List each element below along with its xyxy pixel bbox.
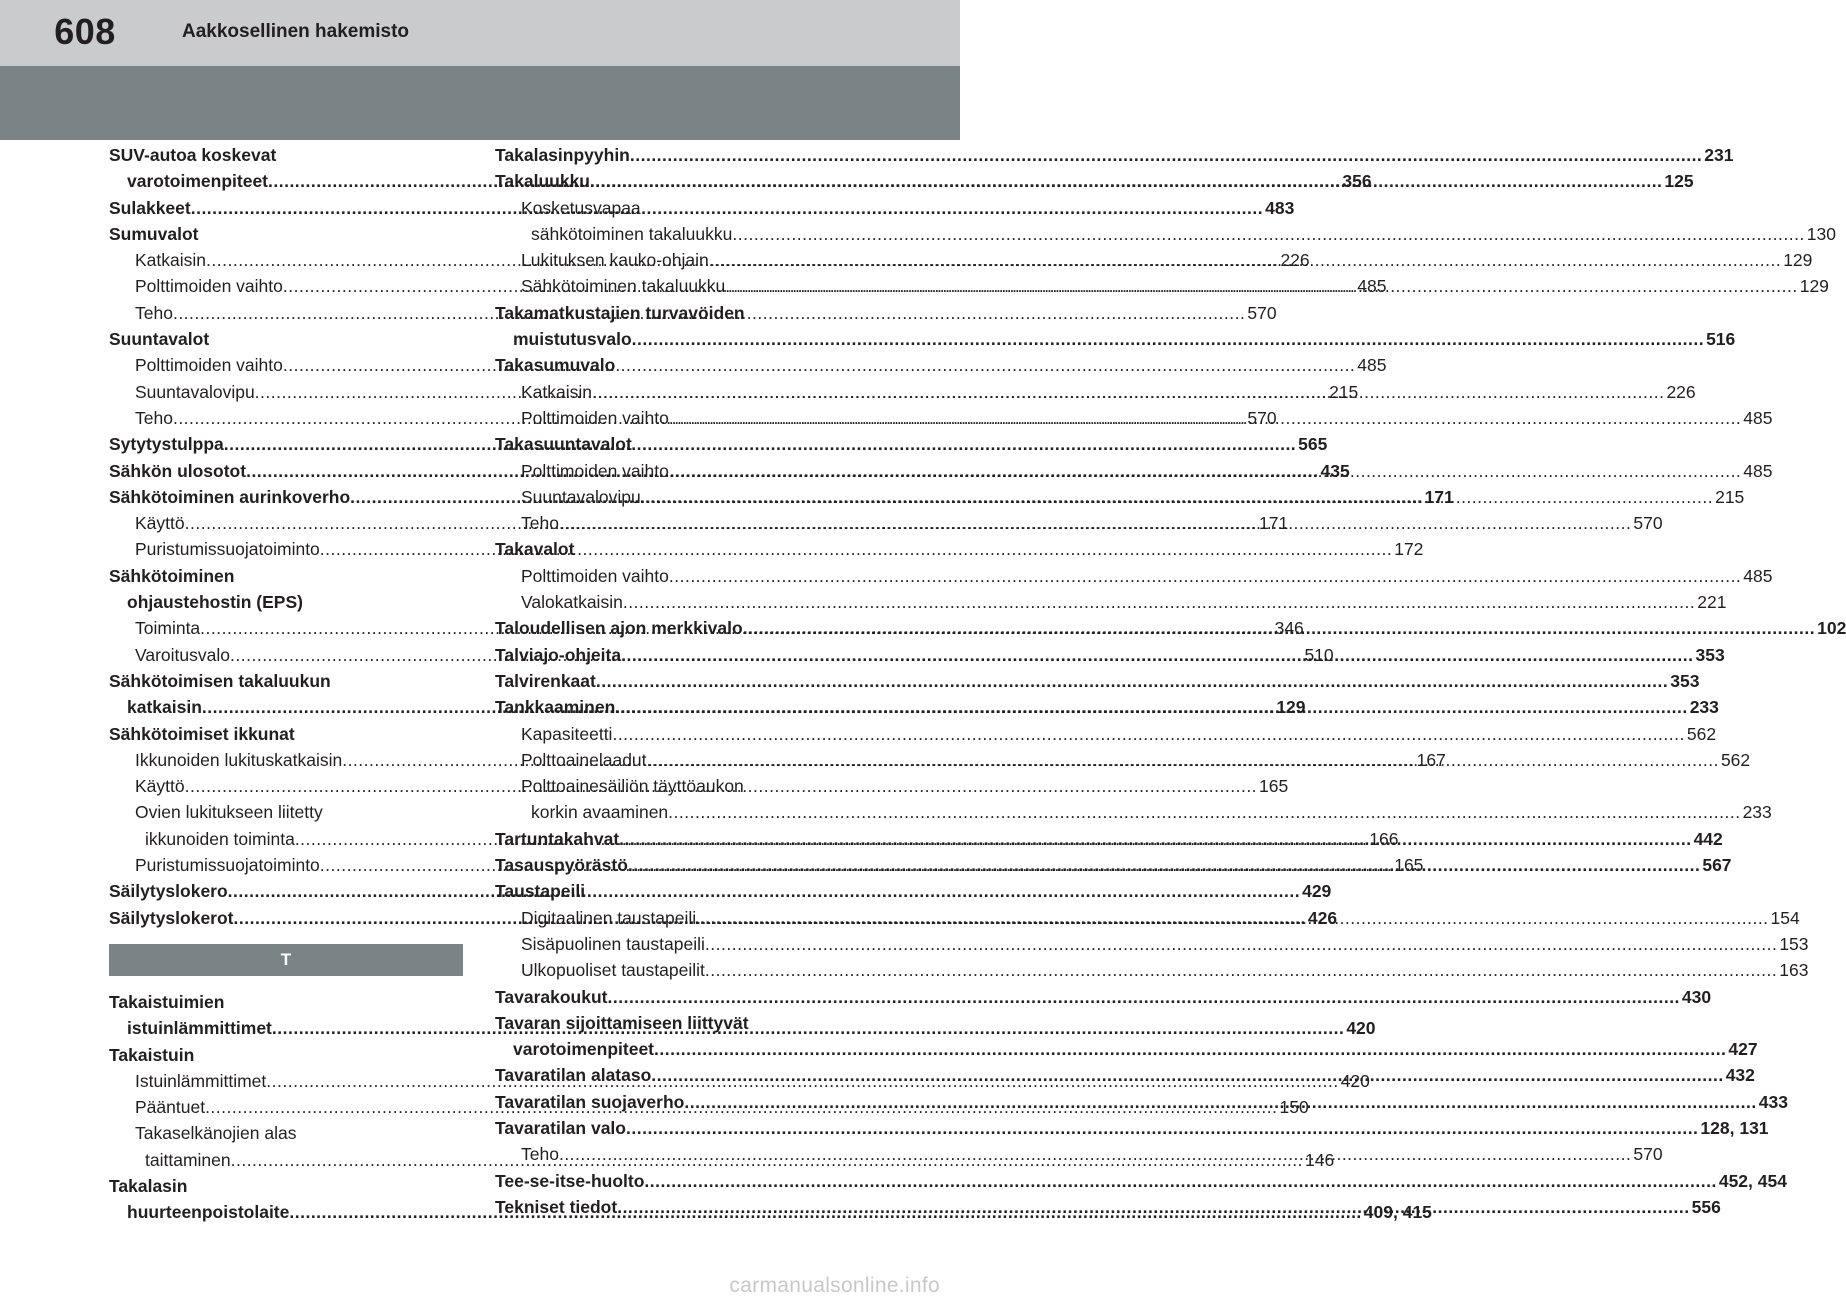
index-entry-term: Takalasinpyyhin	[495, 145, 630, 165]
index-entry-term: sähkötoiminen takaluukku	[531, 223, 733, 244]
index-entry-page: 430	[1681, 986, 1712, 1007]
index-entry-page: 483	[1265, 197, 1295, 218]
leader-dots	[596, 668, 1668, 694]
index-entry-page: 231	[1704, 145, 1734, 165]
index-entry-term: Taustapeili	[495, 881, 586, 902]
index-entry	[495, 878, 838, 904]
index-entry-term: Sytytystulppa	[109, 434, 224, 455]
index-entry-term: Kosketusvapaa	[521, 197, 641, 218]
index-entry-term: katkaisin	[127, 697, 202, 718]
leader-dots	[559, 1141, 1631, 1167]
index-entry-page: 427	[1728, 1039, 1758, 1060]
index-entry-page: 233	[1742, 802, 1772, 823]
index-entry-term: Toiminta	[135, 618, 201, 639]
index-entry-page: 129	[1799, 276, 1829, 297]
index-entry	[495, 1010, 838, 1036]
index-entry-term: Teho	[135, 407, 173, 428]
index-entry-term: Varoitusvalo	[135, 644, 231, 665]
index-entry-term: Teho	[521, 513, 559, 534]
leader-dots	[615, 694, 1687, 720]
index-entry-term: Tartuntakahvat	[495, 828, 620, 849]
index-entry-term: Takasuuntavalot	[495, 434, 632, 455]
index-entry-term: Takaluukku	[495, 171, 590, 192]
index-entry	[495, 431, 838, 457]
index-entry-term: Ovien lukitukseen liitetty	[135, 802, 323, 823]
index-entry-term: varotoimenpiteet	[127, 171, 268, 192]
index-entry	[109, 563, 463, 589]
index-entry	[109, 221, 463, 247]
index-entry	[495, 195, 838, 221]
leader-dots	[628, 852, 1700, 878]
index-entry-page: 129	[1783, 250, 1813, 271]
leader-dots	[621, 642, 1693, 668]
index-entry	[495, 326, 1736, 352]
index-entry-term: Sisäpuolinen taustapeili	[521, 933, 705, 954]
index-entry-page: 353	[1670, 670, 1700, 691]
index-entry-term: Tavaratilan valo	[495, 1117, 626, 1138]
index-entry-page: 167	[1416, 749, 1446, 770]
index-entry-page: 171	[1424, 486, 1454, 507]
leader-dots	[668, 799, 1740, 825]
index-entry-page: 420	[1340, 1070, 1370, 1091]
index-entry-page: 432	[1725, 1065, 1755, 1086]
index-entry	[109, 989, 463, 1015]
index-entry	[495, 142, 1734, 168]
leader-dots	[619, 826, 1691, 852]
index-entry-term: Sulakkeet	[109, 197, 191, 218]
index-entry-term: Polttimoiden vaihto	[521, 565, 669, 586]
leader-dots	[617, 1194, 1689, 1220]
leader-dots	[623, 589, 1695, 615]
index-entry-page: 409, 415	[1363, 1202, 1432, 1223]
leader-dots	[732, 221, 1804, 247]
index-entry-term: Polttimoiden vaihto	[521, 460, 669, 481]
index-entry-term: Takaistuin	[109, 1044, 195, 1065]
index-entry-term: Teho	[521, 1144, 559, 1165]
index-entry-term: Kapasiteetti	[521, 723, 613, 744]
index-entry-term: varotoimenpiteet	[513, 1039, 654, 1060]
leader-dots	[608, 984, 1680, 1010]
index-entry	[109, 1120, 463, 1146]
index-entry-term: Suuntavalot	[109, 329, 210, 350]
index-entry	[495, 221, 1836, 247]
index-entry-term: Ikkunoiden lukituskatkaisin	[135, 749, 343, 770]
index-entry	[495, 589, 1727, 615]
index-entry-page: 166	[1369, 828, 1399, 849]
index-entry-page: 426	[1307, 907, 1338, 928]
index-entry-term: Säilytyslokerot	[109, 907, 234, 928]
index-entry-page: 556	[1691, 1196, 1721, 1217]
page-header	[0, 0, 960, 66]
index-entry-term: Taloudellisen ajon merkkivalo	[495, 618, 743, 639]
index-entry	[495, 352, 838, 378]
index-entry-page: 150	[1279, 1097, 1309, 1118]
index-entry-page: 485	[1743, 407, 1773, 428]
index-entry	[495, 1036, 1758, 1062]
index-entry	[495, 957, 1809, 983]
leader-dots	[654, 1036, 1726, 1062]
index-entry-page: 435	[1320, 460, 1350, 481]
leader-dots	[696, 905, 1768, 931]
index-entry-term: Teho	[135, 302, 173, 323]
leader-dots	[632, 326, 1704, 352]
index-entry-term: Tee-se-itse-huolto	[495, 1170, 645, 1191]
leader-dots	[705, 957, 1777, 983]
leader-dots	[705, 931, 1777, 957]
index-entry-term: Istuinlämmittimet	[135, 1070, 267, 1091]
section-title: Aakkosellinen hakemisto	[182, 21, 410, 42]
index-entry-page: 165	[1394, 855, 1424, 876]
index-entry	[495, 1168, 1787, 1194]
index-entry-page: 570	[1247, 407, 1277, 428]
index-entry	[495, 1115, 1769, 1141]
index-entry-page: 570	[1633, 1144, 1663, 1165]
index-entry-term: Ulkopuoliset taustapeilit	[521, 960, 705, 981]
index-entry-term: Lukituksen kauko-ohjain	[521, 250, 709, 271]
index-entry-page: 171	[1259, 513, 1289, 534]
index-entry-term: Takavalot	[495, 539, 575, 560]
index-entry-term: Käyttö	[135, 513, 185, 534]
index-entry-page: 452, 454	[1718, 1170, 1787, 1191]
index-entry-page: 215	[1715, 486, 1745, 507]
index-entry-term: Takasumuvalo	[495, 355, 616, 376]
index-entry-term: Takaistuimien	[109, 991, 225, 1012]
index-entry-page: 485	[1743, 565, 1773, 586]
index-entry-term: Takaselkänojien alas	[135, 1123, 297, 1144]
leader-dots	[743, 615, 1815, 641]
leader-dots	[669, 405, 1741, 431]
index-entry	[495, 984, 1712, 1010]
index-entry	[109, 721, 463, 747]
index-entry-term: Polttimoiden vaihto	[135, 276, 283, 297]
index-entry-term: huurteenpoistolaite	[127, 1202, 290, 1223]
letter-heading-t: T	[109, 944, 463, 976]
index-entry-page: 163	[1779, 960, 1809, 981]
index-entry-term: Tavaratilan suojaverho	[495, 1091, 685, 1112]
index-entry-page: 146	[1305, 1149, 1335, 1170]
index-entry-term: Suuntavalovipu	[135, 381, 255, 402]
index-entry	[495, 799, 1772, 825]
index-entry-term: Käyttö	[135, 776, 185, 797]
index-entry-page: 485	[1743, 460, 1773, 481]
index-entry-term: Tavaratilan alataso	[495, 1065, 652, 1086]
index-entry	[109, 589, 463, 615]
index-entry-term: ikkunoiden toiminta	[145, 828, 295, 849]
index-entry-page: 516	[1706, 329, 1736, 350]
index-entry-term: Polttimoiden vaihto	[135, 355, 283, 376]
leader-dots	[590, 168, 1662, 194]
index-entry-term: Katkaisin	[135, 250, 207, 271]
index-entry-term: Puristumissuojatoiminto	[135, 855, 320, 876]
index-entry-term: Sähkötoimisen takaluukun	[109, 670, 331, 691]
index-entry-term: SUV-autoa koskevat	[109, 145, 277, 165]
leader-dots	[630, 142, 1702, 168]
index-entry	[495, 721, 1717, 747]
index-entry	[495, 563, 1773, 589]
index-entry	[495, 773, 838, 799]
index-entry-page: 567	[1702, 855, 1732, 876]
index-entry-term: Polttimoiden vaihto	[521, 407, 669, 428]
index-entry-page: 128, 131	[1700, 1117, 1769, 1138]
leader-dots	[559, 510, 1631, 536]
index-entry-page: 570	[1247, 302, 1277, 323]
leader-dots	[320, 536, 1392, 562]
index-entry-page: 226	[1280, 250, 1310, 271]
index-entry	[495, 931, 1809, 957]
index-entry-page: 510	[1304, 644, 1334, 665]
leader-dots	[592, 379, 1664, 405]
index-entry-term: Takalasin	[109, 1175, 188, 1196]
index-entry-term: Talvirenkaat	[495, 670, 596, 691]
index-entry-term: Katkaisin	[521, 381, 593, 402]
index-entry-page: 125	[1664, 171, 1694, 192]
watermark: carmanualsonline.info	[729, 1274, 940, 1297]
header-banner	[0, 66, 960, 140]
index-entry	[109, 326, 463, 352]
index-entry-term: istuinlämmittimet	[127, 1018, 272, 1039]
leader-dots	[647, 747, 1719, 773]
index-entry-page: 570	[1633, 513, 1663, 534]
index-entry-page: 420	[1346, 1018, 1376, 1039]
leader-dots	[725, 273, 1797, 299]
index-entry-page: 154	[1770, 907, 1800, 928]
index-entry	[109, 799, 463, 825]
leader-dots	[651, 1062, 1723, 1088]
index-entry-term: Digitaalinen taustapeili	[521, 907, 697, 928]
index-entry	[495, 536, 838, 562]
index-entry	[109, 142, 463, 168]
index-entry-term: Sähkötoiminen	[109, 565, 235, 586]
index-entry-term: Polttoainelaadut	[521, 749, 647, 770]
index-entry-page: 356	[1342, 171, 1372, 192]
index-entry-term: Sähkötoiminen takaluukku	[521, 276, 726, 297]
index-entry-term: Tekniset tiedot	[495, 1196, 618, 1217]
leader-dots	[641, 484, 1713, 510]
index-entry-page: 233	[1689, 697, 1719, 718]
index-entry-page: 346	[1274, 618, 1304, 639]
leader-dots	[709, 247, 1781, 273]
index-entry-term: ohjaustehostin (EPS)	[127, 592, 303, 613]
index-entry-page: 485	[1357, 276, 1387, 297]
index-entry	[109, 1173, 463, 1199]
index-entry-term: Tasauspyörästö	[495, 855, 628, 876]
index-entry-page: 172	[1394, 539, 1424, 560]
index-entry-page: 102	[1817, 618, 1846, 639]
leader-dots	[669, 563, 1741, 589]
index-entry-page: 226	[1666, 381, 1696, 402]
index-entry-term: korkin avaaminen	[531, 802, 669, 823]
index-entry-term: Puristumissuojatoiminto	[135, 539, 320, 560]
index-entry-page: 429	[1302, 881, 1332, 902]
index-entry-term: Sähkötoiminen aurinkoverho	[109, 486, 351, 507]
index-entry-page: 215	[1329, 381, 1359, 402]
leader-dots	[644, 1168, 1716, 1194]
index-entry	[495, 668, 1700, 694]
index-entry-term: Valokatkaisin	[521, 592, 623, 613]
index-entry-page: 353	[1695, 644, 1725, 665]
index-entry-term: Pääntuet	[135, 1097, 206, 1118]
index-entry-term: Sähkön ulosotot	[109, 460, 247, 481]
index-entry-term: Säilytyslokero	[109, 881, 228, 902]
index-entry-term: Takamatkustajien turvavöiden	[495, 302, 745, 323]
index-entry-term: Sähkötoimiset ikkunat	[109, 723, 295, 744]
index-entry-term: muistutusvalo	[513, 329, 632, 350]
index-entry-page: 442	[1693, 828, 1723, 849]
index-entry-page: 485	[1357, 355, 1387, 376]
index-entry-term: Tavarakoukut	[495, 986, 608, 1007]
index-entry-term: taittaminen	[145, 1149, 231, 1170]
index-entry-page: 153	[1779, 933, 1809, 954]
index-entry	[109, 1042, 463, 1068]
index-entry-page: 221	[1697, 592, 1727, 613]
index-entry-page: 165	[1259, 776, 1289, 797]
index-entry-page: 130	[1806, 223, 1836, 244]
index-entry-page: 562	[1686, 723, 1717, 744]
index-entry	[495, 300, 838, 326]
page-number: 608	[54, 11, 116, 52]
index-entry-term: Tankkaaminen	[495, 697, 616, 718]
leader-dots	[612, 721, 1684, 747]
index-entry-page: 562	[1720, 749, 1751, 770]
index-entry-term: Suuntavalovipu	[521, 486, 641, 507]
index-entry-page: 129	[1276, 697, 1306, 718]
index-entry-term: Sumuvalot	[109, 223, 199, 244]
leader-dots	[684, 1089, 1756, 1115]
index-entry	[109, 668, 463, 694]
index-entry-term: Talviajo-ohjeita	[495, 644, 622, 665]
leader-dots	[669, 458, 1741, 484]
index-entry-term: Polttoainesäiliön täyttöaukon	[521, 776, 744, 797]
index-entry-term: Tavaran sijoittamiseen liittyvät	[495, 1012, 749, 1033]
leader-dots	[626, 1115, 1698, 1141]
index-entry-page: 433	[1758, 1091, 1788, 1112]
index-entry-page: 565	[1298, 434, 1328, 455]
